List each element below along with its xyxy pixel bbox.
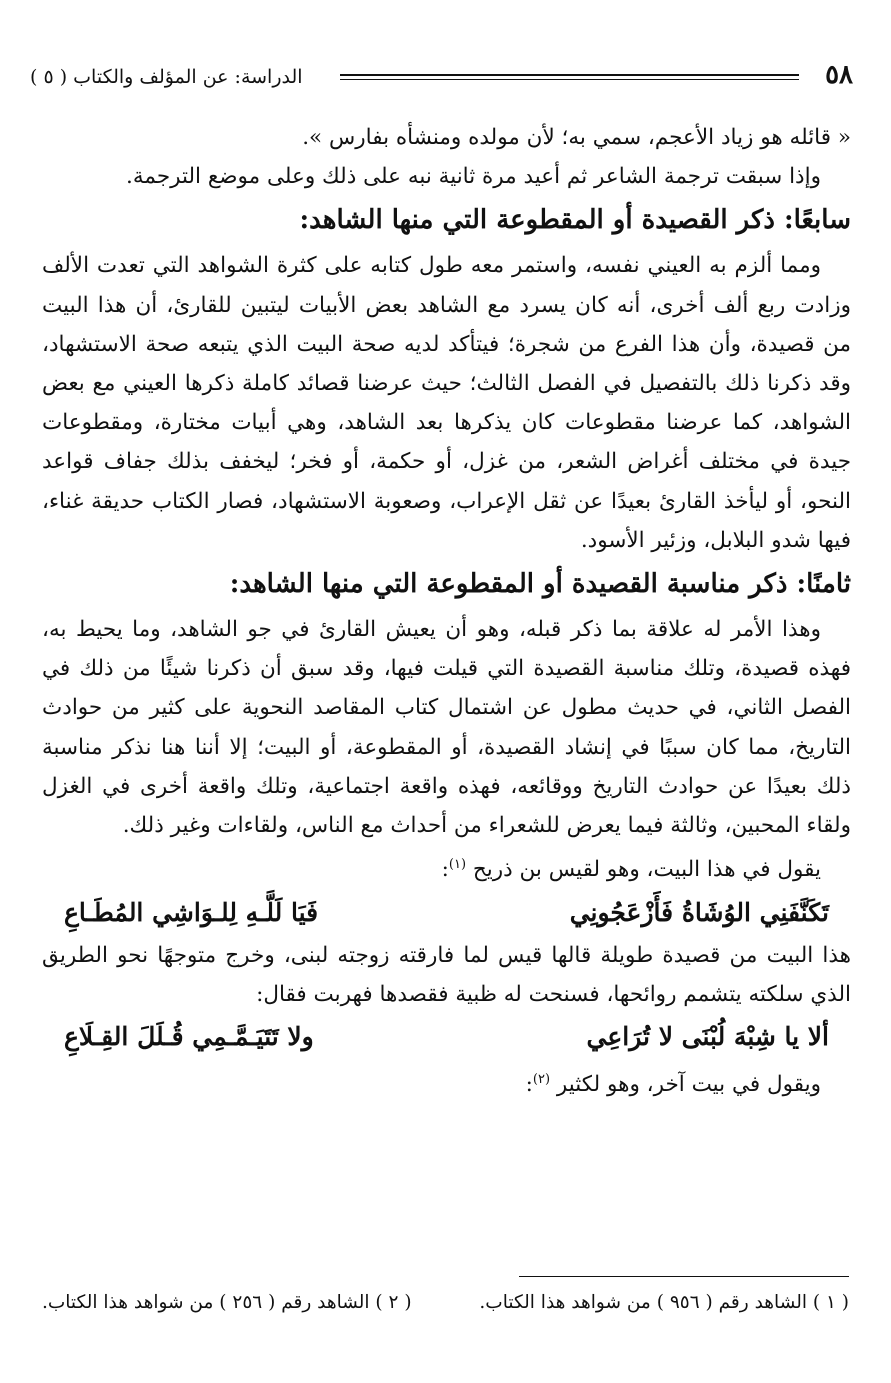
paragraph-intro-verse [42, 1060, 851, 1104]
paragraph: وهذا الأمر له علاقة بما ذكر قبله، وهو أن يعيش القارئ في جو الشاهد، وما يحيط به، فهذه قصيدة، وتلك مناسبة القصيدة التي قيلت فيها، وقد سبق أن ذكرنا شيئًا من ذلك في الفصل الثاني، في حديث مطول عن اشتمال كتاب المقاصد النحوية على كثير من حوادث التاريخ، مما كان سببًا في إنشاد القصيدة، أو المقطوعة، أو البيت؛ إلا أننا هنا نذكر مناسبة ذلك بعيدًا عن حوادث التاريخ ووقائعه، فهذه واقعة اجتماعية، وتلك واقعة أخرى في الغزل ولقاء المحبين، وثالثة فيما يعرض للشعراء من أحداث مع الناس، ولقاءات وغير ذلك. [42, 617, 851, 839]
page-body [42, 118, 851, 1104]
footnote-reference: (١) [448, 857, 467, 873]
section-heading-eighth: ثامنًا: ذكر مناسبة القصيدة أو المقطوعة التي منها الشاهد: [229, 569, 851, 600]
header-rule [340, 74, 799, 76]
paragraph-text: ويقول في بيت آخر، وهو لكثير [556, 1072, 821, 1098]
footnote-2: ( ٢ ) الشاهد رقم ( ٢٥٦ ) من شواهد هذا الكتاب. [42, 1292, 412, 1313]
footnotes [42, 1292, 849, 1313]
punctuation: : [441, 857, 449, 883]
footnote-divider [519, 1276, 849, 1277]
paragraph-text: يقول في هذا البيت، وهو لقيس بن ذريح [472, 857, 821, 883]
page-header [30, 56, 853, 96]
page-number: ٥٨ [825, 60, 853, 90]
quote-paragraph: « قائله هو زياد الأعجم، سمي به؛ لأن مولده ومنشأه بفارس ». [302, 125, 851, 150]
poetry-verse [42, 892, 851, 934]
footnote-1: ( ١ ) الشاهد رقم ( ٩٥٦ ) من شواهد هذا الكتاب. [479, 1292, 849, 1313]
poetry-verse [42, 1016, 851, 1058]
verse-second-hemistich: ولا تَتَيَـمَّـمِي قُـلَلَ القِـلَاعِ [64, 1022, 314, 1052]
verse-second-hemistich: فَيَا لَلَّـهِ لِلـوَاشِي المُطَـاعِ [64, 897, 319, 927]
paragraph: هذا البيت من قصيدة طويلة قالها قيس لما فارقته زوجته لبنى، وخرج متوجهًا نحو الطريق الذي سلكته يتشمم روائحها، فسنحت له ظبية فقصدها فهربت فقال: [42, 942, 851, 1007]
paragraph: ومما ألزم به العيني نفسه، واستمر معه طول كتابه على كثرة الشواهد التي تعدت الألف وزادت ربع ألف أخرى، أنه كان يسرد مع الشاهد بعض الأبيات ليتبين للقارئ، أن هذا البيت من قصيدة، وأن هذا الفرع من شجرة؛ فيتأكد لديه صحة البيت الذي يتبعه صحة الاستشهاد، وقد ذكرنا ذلك بالتفصيل في الفصل الثالث؛ حيث عرضنا قصائد كاملة ذكرها العيني مع بعض الشواهد، كما عرضنا مقطوعات كان يذكرها بعد الشاهد، وهي أبيات مختارة، ومقطوعات جيدة في مختلف أغراض الشعر، من غزل، أو حكمة، أو فخر؛ ليخفف بذلك جفاف قواعد النحو، أو ليأخذ القارئ بعيدًا عن ثقل الإعراب، وصعوبة الاستشهاد، فصار الكتاب حديقة غناء، فيها شدو البلابل، وزئير الأسود. [42, 253, 851, 553]
paragraph: وإذا سبقت ترجمة الشاعر ثم أعيد مرة ثانية نبه على ذلك وعلى موضع الترجمة. [126, 164, 821, 190]
punctuation: : [525, 1072, 533, 1098]
verse-first-hemistich: تَكَنَّفَنِي الوُشَاةُ فَأَزْعَجُونِي [569, 897, 829, 927]
verse-first-hemistich: ألا يا شِبْهَ لُبْنَى لا تُرَاعِي [586, 1022, 829, 1052]
running-title: الدراسة: عن المؤلف والكتاب ( ٥ ) [30, 66, 303, 88]
section-heading-seventh: سابعًا: ذكر القصيدة أو المقطوعة التي منها الشاهد: [299, 205, 851, 236]
paragraph-intro-verse [42, 845, 851, 889]
footnote-reference: (٢) [532, 1072, 551, 1088]
header-rule-thin [340, 79, 799, 80]
